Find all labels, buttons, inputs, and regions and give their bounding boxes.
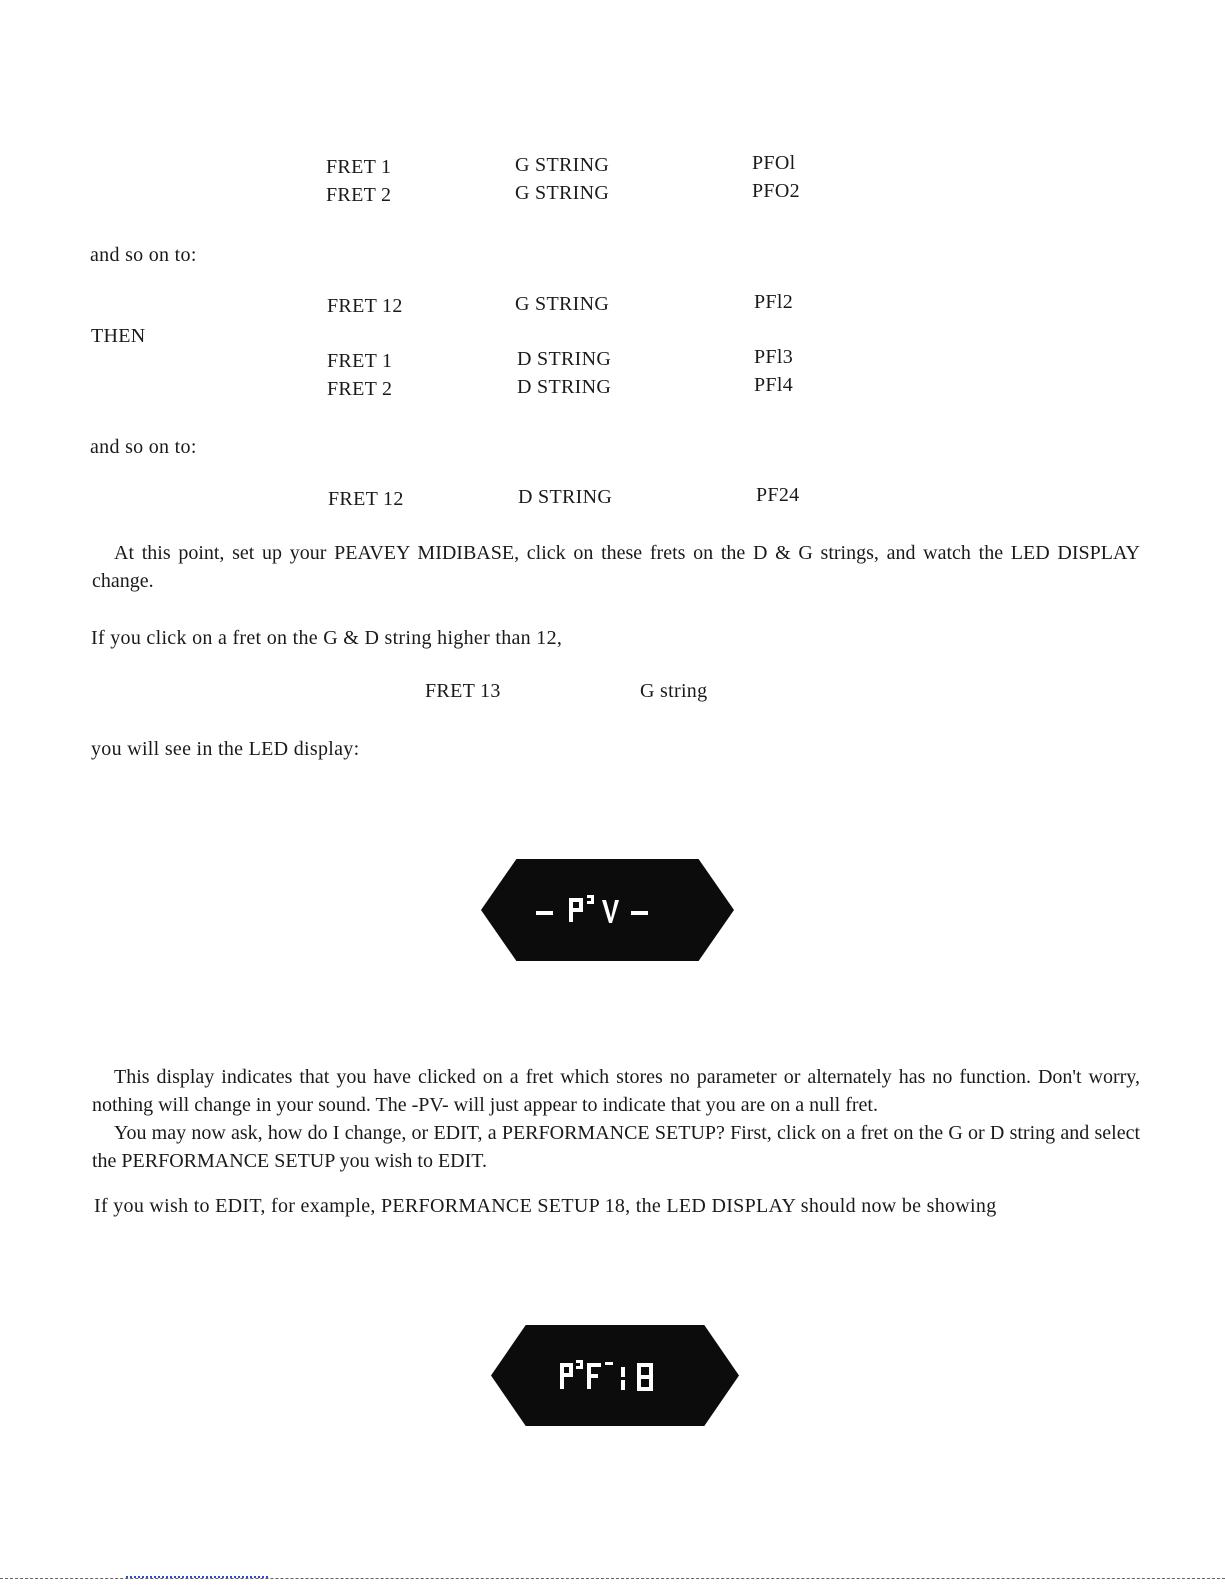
setup-code: PF24 [756, 484, 800, 506]
example-fret: FRET 13 [425, 680, 501, 702]
example-string: G string [640, 680, 708, 702]
setup-paragraph [92, 539, 1140, 595]
setup-code: PFOl [752, 152, 796, 174]
led-display-pv [481, 859, 734, 961]
higher-fret-text: If you click on a fret on the G & D string higher than 12, [91, 627, 563, 649]
fret-label: FRET 12 [327, 295, 403, 317]
led-segments-pv [481, 859, 734, 961]
string-label: G STRING [515, 154, 610, 176]
example-paragraph: If you wish to EDIT, for example, PERFORMANCE SETUP 18, the LED DISPLAY should now be showing [94, 1195, 997, 1217]
string-label: D STRING [517, 376, 612, 398]
null-fret-paragraph [92, 1063, 1140, 1119]
fret-label: FRET 2 [326, 184, 392, 206]
fret-label: FRET 1 [327, 350, 393, 372]
then-label: THEN [91, 325, 146, 347]
setup-code: PFl3 [754, 346, 794, 368]
setup-code: PFl2 [754, 291, 794, 313]
string-label: D STRING [517, 348, 612, 370]
setup-paragraph-text: At this point, set up your PEAVEY MIDIBASE, click on these frets on the D & G strings, and watch the LED DISPLAY change. [92, 542, 1140, 592]
edit-question-paragraph-text: You may now ask, how do I change, or EDIT, a PERFORMANCE SETUP? First, click on a fret on the G or D string and select the PERFORMANCE SETUP you wish to EDIT. [92, 1122, 1140, 1172]
led-display-pf18 [491, 1325, 739, 1426]
setup-code: PFO2 [752, 180, 800, 202]
string-label: G STRING [515, 182, 610, 204]
fret-label: FRET 1 [326, 156, 392, 178]
string-label: D STRING [518, 486, 613, 508]
page-bottom-link-mark [126, 1576, 268, 1581]
setup-code: PFl4 [754, 374, 794, 396]
and-so-on-label: and so on to: [90, 436, 197, 458]
null-fret-paragraph-text: This display indicates that you have clicked on a fret which stores no parameter or alternately has no function. Don't worry, nothing will change in your sound. The -PV- will just appear to indicate that you are on a null fret. [92, 1066, 1140, 1116]
and-so-on-label: and so on to: [90, 244, 197, 266]
led-intro-text: you will see in the LED display: [91, 738, 360, 760]
edit-question-paragraph [92, 1119, 1140, 1175]
string-label: G STRING [515, 293, 610, 315]
led-segments-pf18 [491, 1325, 739, 1426]
fret-label: FRET 12 [328, 488, 404, 510]
fret-label: FRET 2 [327, 378, 393, 400]
